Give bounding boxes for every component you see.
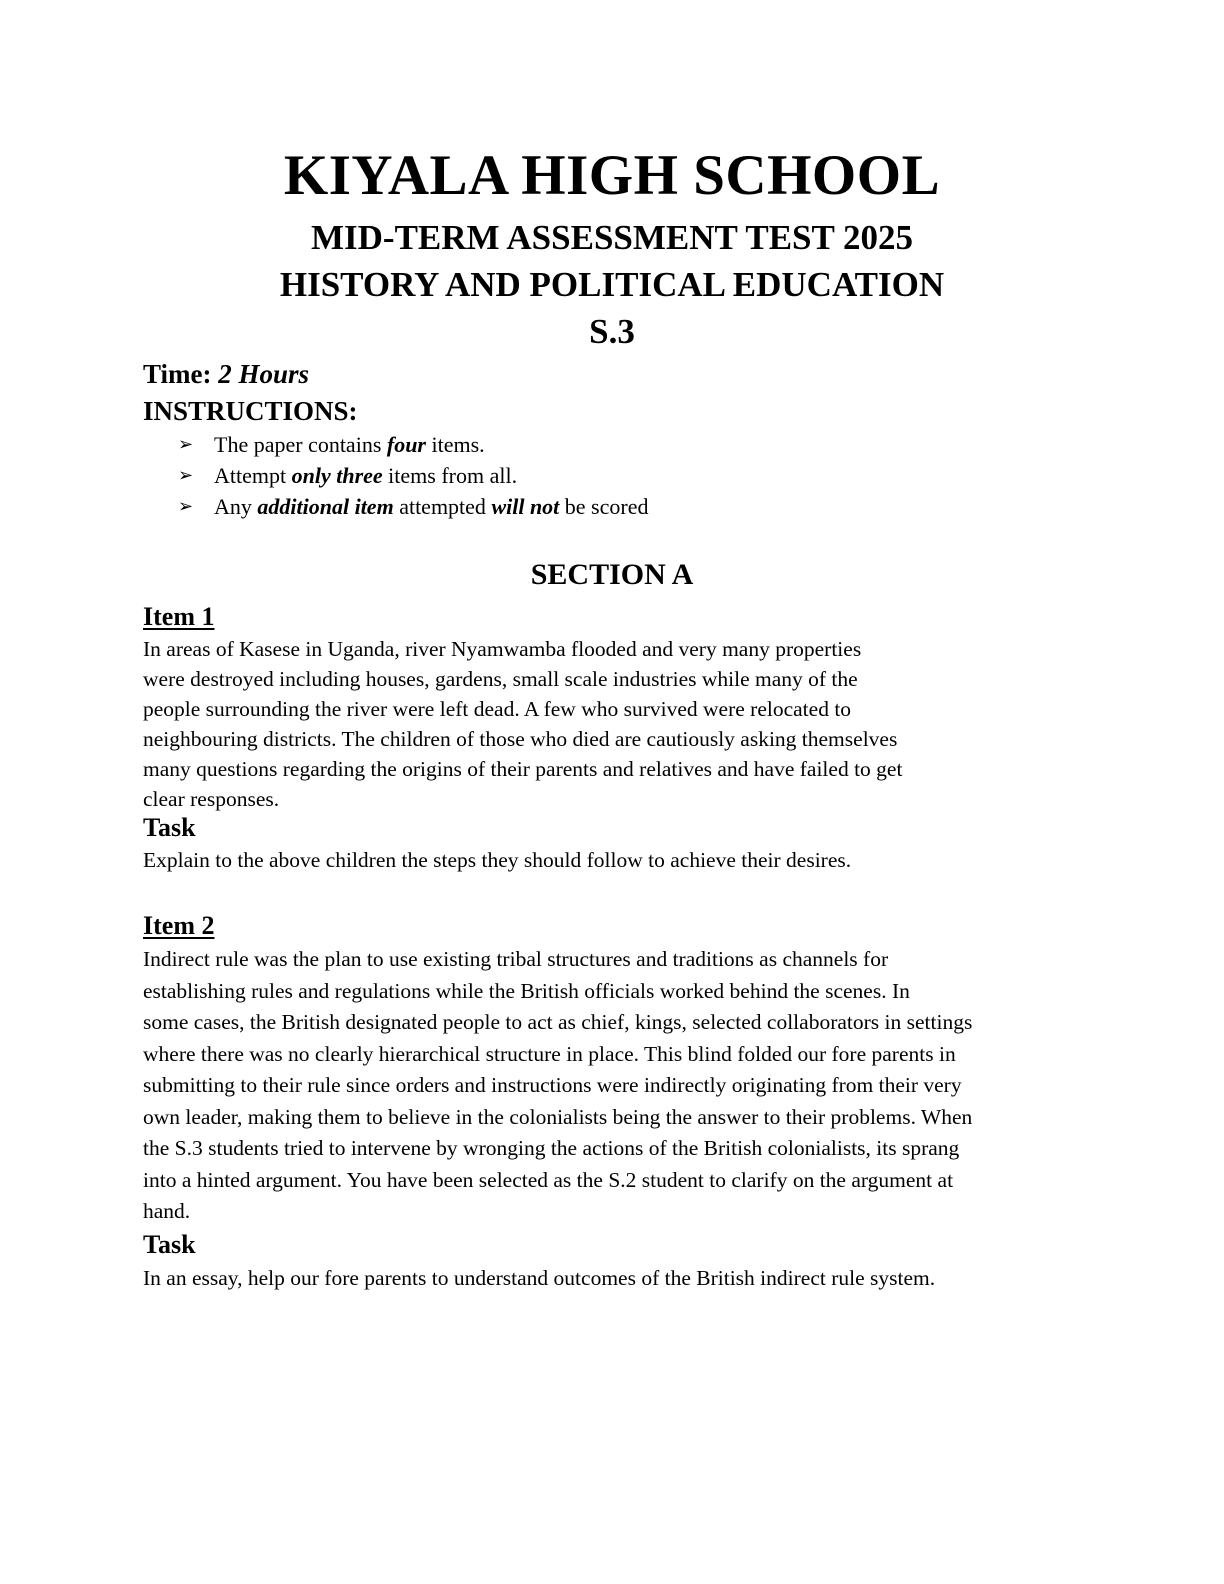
item-2-scenario <box>143 944 972 1228</box>
item-2-task <box>143 1263 935 1295</box>
arrow-bullet-icon: ➢ <box>178 496 194 516</box>
text-line: neighbouring districts. The children of those who died are cautiously asking themselves <box>143 727 898 751</box>
class-level: S.3 <box>589 312 635 351</box>
text-line: where there was no clearly hierarchical structure in place. This blind folded our fore parents in <box>143 1041 956 1066</box>
instruction-item: ➢ Attempt only three items from all. <box>178 460 648 491</box>
item-2-task-heading: Task <box>143 1230 196 1259</box>
text-line: many questions regarding the origins of their parents and relatives and have failed to get <box>143 757 903 781</box>
text-line: some cases, the British designated people to act as chief, kings, selected collaborators in settings <box>143 1010 973 1034</box>
text-line: into a hinted argument. You have been selected as the S.2 student to clarify on the argument at <box>143 1167 954 1192</box>
instruction-item: ➢ Any additional item attempted will not be scored <box>178 491 648 522</box>
text-line: were destroyed including houses, gardens, small scale industries while many of the <box>143 667 858 691</box>
text-line: people surrounding the river were left dead. A few who survived were relocated to <box>143 697 852 721</box>
text-line: the S.3 students tried to intervene by wronging the actions of the British colonialists, its sprang <box>143 1136 960 1160</box>
text-line: In areas of Kasese in Uganda, river Nyamwamba flooded and very many properties <box>143 637 862 661</box>
time-allowed <box>143 356 309 392</box>
text-line: establishing rules and regulations while the British officials worked behind the scenes. In <box>143 978 910 1003</box>
time-value: 2 Hours <box>218 359 310 389</box>
instructions-list <box>178 429 648 522</box>
text-line: Explain to the above children the steps they should follow to achieve their desires. <box>143 848 852 872</box>
item-2-heading: Item 2 <box>143 911 215 940</box>
text-line: submitting to their rule since orders and instructions were indirectly originating from their very <box>143 1073 962 1097</box>
text-line: Indirect rule was the plan to use existing tribal structures and traditions as channels for <box>143 947 889 971</box>
instruction-item: ➢ The paper contains four items. <box>178 429 648 460</box>
text-line: own leader, making them to believe in the colonialists being the answer to their problems. When <box>143 1104 973 1129</box>
item-1-heading: Item 1 <box>143 602 215 631</box>
school-name: KIYALA HIGH SCHOOL <box>283 144 941 207</box>
exam-title: MID-TERM ASSESSMENT TEST 2025 <box>311 218 913 257</box>
text-line: clear responses. <box>143 787 280 811</box>
arrow-bullet-icon: ➢ <box>178 434 194 454</box>
text-line: hand. <box>143 1199 191 1223</box>
subject-title: HISTORY AND POLITICAL EDUCATION <box>279 265 945 304</box>
instructions-heading: INSTRUCTIONS: <box>143 396 358 426</box>
arrow-bullet-icon: ➢ <box>178 465 194 485</box>
item-1-task <box>143 845 851 875</box>
time-label: Time: <box>143 359 212 389</box>
section-title: SECTION A <box>530 558 694 591</box>
text-line: In an essay, help our fore parents to understand outcomes of the British indirect rule system. <box>143 1266 936 1290</box>
item-1-scenario <box>143 634 902 814</box>
item-1-task-heading: Task <box>143 813 196 842</box>
